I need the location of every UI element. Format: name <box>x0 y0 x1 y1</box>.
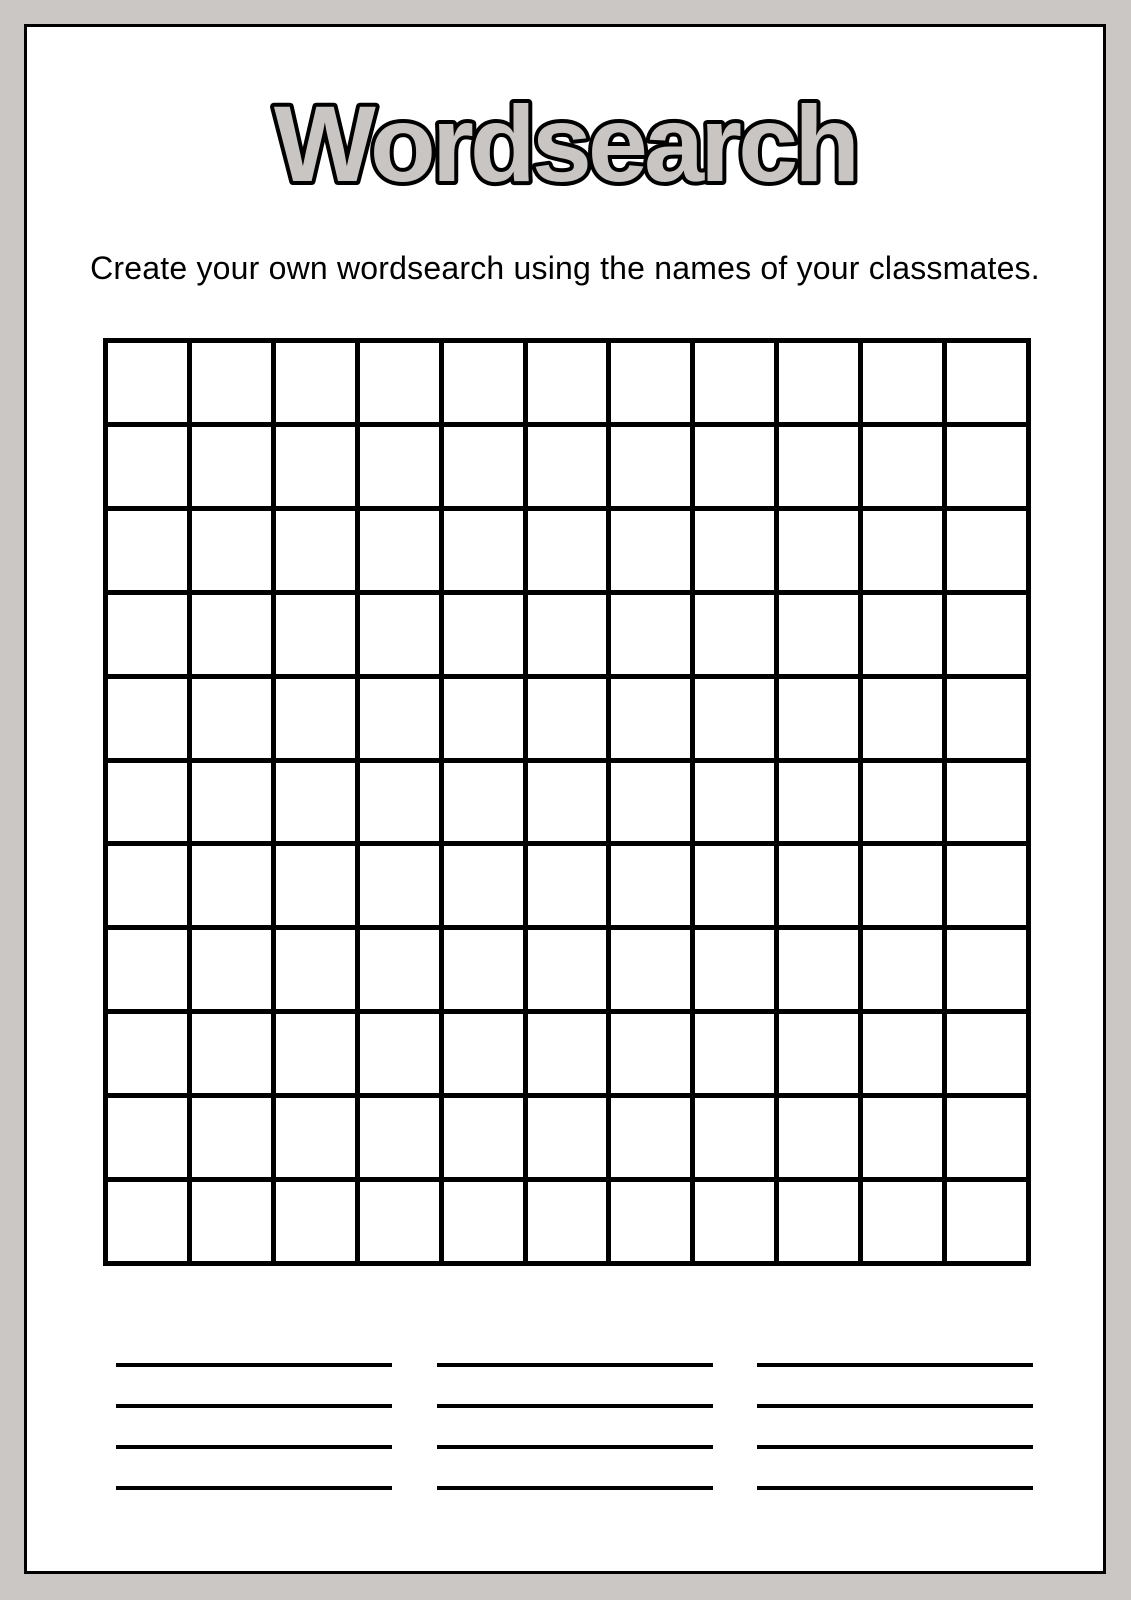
grid-cell <box>695 1098 774 1177</box>
grid-cell <box>108 930 187 1009</box>
page-title <box>27 79 1103 229</box>
grid-cell <box>108 1014 187 1093</box>
grid-cell <box>947 1182 1026 1261</box>
grid-cell <box>276 763 355 842</box>
grid-cell <box>444 511 523 590</box>
grid-cell <box>947 679 1026 758</box>
grid-cell <box>108 427 187 506</box>
grid-cell <box>779 343 858 422</box>
grid-cell <box>947 343 1026 422</box>
grid-cell <box>695 343 774 422</box>
grid-cell <box>528 1098 607 1177</box>
grid-cell <box>695 1014 774 1093</box>
grid-cell <box>695 427 774 506</box>
grid-cell <box>695 595 774 674</box>
grid-cell <box>695 679 774 758</box>
grid-cell <box>947 763 1026 842</box>
grid-cell <box>947 846 1026 925</box>
grid-cell <box>863 1182 942 1261</box>
grid-cell <box>779 595 858 674</box>
answer-lines-section <box>116 1363 1033 1490</box>
grid-cell <box>192 595 271 674</box>
grid-cell <box>108 846 187 925</box>
answer-line <box>757 1363 1033 1367</box>
grid-cell <box>528 1014 607 1093</box>
grid-cell <box>360 930 439 1009</box>
grid-cell <box>444 763 523 842</box>
grid-cell <box>611 763 690 842</box>
grid-cell <box>276 427 355 506</box>
grid-cell <box>528 511 607 590</box>
grid-cell <box>444 1014 523 1093</box>
grid-cell <box>276 511 355 590</box>
grid-cell <box>947 595 1026 674</box>
grid-cell <box>695 763 774 842</box>
grid-cell <box>779 1098 858 1177</box>
grid-cell <box>863 763 942 842</box>
grid-cell <box>108 679 187 758</box>
answer-line <box>437 1486 713 1490</box>
grid-cell <box>695 1182 774 1261</box>
grid-cell <box>360 763 439 842</box>
answer-line-column <box>437 1363 713 1490</box>
grid-cell <box>108 595 187 674</box>
grid-cell <box>276 595 355 674</box>
grid-cell <box>360 343 439 422</box>
grid-cell <box>611 1014 690 1093</box>
grid-cell <box>444 595 523 674</box>
grid-cell <box>192 930 271 1009</box>
grid-cell <box>863 846 942 925</box>
grid-cell <box>192 1098 271 1177</box>
grid-cell <box>779 511 858 590</box>
grid-cell <box>108 1182 187 1261</box>
grid-cell <box>528 595 607 674</box>
grid-cell <box>611 1098 690 1177</box>
grid-cell <box>444 343 523 422</box>
grid-cell <box>360 1182 439 1261</box>
grid-cell <box>192 846 271 925</box>
answer-line <box>116 1404 392 1408</box>
grid-cell <box>360 1014 439 1093</box>
grid-cell <box>695 511 774 590</box>
instruction-text: Create your own wordsearch using the names of your classmates. <box>90 250 1040 286</box>
grid-cell <box>695 930 774 1009</box>
grid-cell <box>863 595 942 674</box>
grid-cell <box>192 1014 271 1093</box>
answer-line-column <box>116 1363 392 1490</box>
grid-cell <box>276 1098 355 1177</box>
grid-cell <box>611 595 690 674</box>
grid-cell <box>276 930 355 1009</box>
answer-line-column <box>757 1363 1033 1490</box>
grid-cell <box>108 763 187 842</box>
grid-cell <box>863 511 942 590</box>
grid-cell <box>108 1098 187 1177</box>
grid-cell <box>947 930 1026 1009</box>
grid-cell <box>947 511 1026 590</box>
grid-cell <box>611 343 690 422</box>
page-title-text: Wordsearch <box>273 83 857 204</box>
grid-cell <box>947 427 1026 506</box>
grid-cell <box>360 846 439 925</box>
grid-cell <box>528 763 607 842</box>
grid-cell <box>863 1014 942 1093</box>
answer-line <box>437 1404 713 1408</box>
grid-cell <box>779 427 858 506</box>
grid-cell <box>528 427 607 506</box>
grid-cell <box>192 679 271 758</box>
grid-cell <box>611 679 690 758</box>
answer-line <box>116 1486 392 1490</box>
grid-cell <box>947 1014 1026 1093</box>
grid-cell <box>528 846 607 925</box>
answer-line <box>437 1363 713 1367</box>
worksheet-page <box>24 24 1106 1574</box>
grid-cell <box>276 846 355 925</box>
grid-cell <box>528 679 607 758</box>
grid-cell <box>863 427 942 506</box>
grid-cell <box>444 846 523 925</box>
grid-cell <box>360 511 439 590</box>
grid-cell <box>108 511 187 590</box>
grid-cell <box>192 1182 271 1261</box>
answer-line <box>757 1445 1033 1449</box>
grid-cell <box>695 846 774 925</box>
grid-cell <box>863 930 942 1009</box>
grid-cell <box>779 846 858 925</box>
grid-cell <box>779 679 858 758</box>
grid-cell <box>360 427 439 506</box>
grid-cell <box>444 679 523 758</box>
grid-cell <box>611 930 690 1009</box>
grid-cell <box>863 1098 942 1177</box>
grid-cell <box>276 1014 355 1093</box>
wordsearch-grid <box>103 338 1031 1266</box>
grid-cell <box>444 1098 523 1177</box>
grid-cell <box>276 343 355 422</box>
grid-cell <box>863 343 942 422</box>
grid-cell <box>779 763 858 842</box>
grid-cell <box>276 1182 355 1261</box>
answer-line <box>437 1445 713 1449</box>
grid-cell <box>360 1098 439 1177</box>
answer-line <box>757 1486 1033 1490</box>
grid-cell <box>360 679 439 758</box>
grid-cell <box>360 595 439 674</box>
grid-cell <box>611 511 690 590</box>
grid-cell <box>863 679 942 758</box>
grid-cell <box>947 1098 1026 1177</box>
answer-line <box>116 1363 392 1367</box>
answer-line <box>757 1404 1033 1408</box>
grid-cell <box>276 679 355 758</box>
grid-cell <box>528 1182 607 1261</box>
grid-cell <box>611 846 690 925</box>
grid-cell <box>611 1182 690 1261</box>
grid-cell <box>192 763 271 842</box>
grid-cell <box>192 427 271 506</box>
grid-cell <box>444 930 523 1009</box>
grid-cell <box>779 1014 858 1093</box>
grid-cell <box>611 427 690 506</box>
grid-cell <box>779 930 858 1009</box>
grid-cell <box>528 343 607 422</box>
grid-cell <box>528 930 607 1009</box>
grid-cell <box>444 427 523 506</box>
grid-cell <box>444 1182 523 1261</box>
answer-line <box>116 1445 392 1449</box>
grid-cell <box>192 343 271 422</box>
grid-cell <box>779 1182 858 1261</box>
grid-cell <box>108 343 187 422</box>
grid-cell <box>192 511 271 590</box>
